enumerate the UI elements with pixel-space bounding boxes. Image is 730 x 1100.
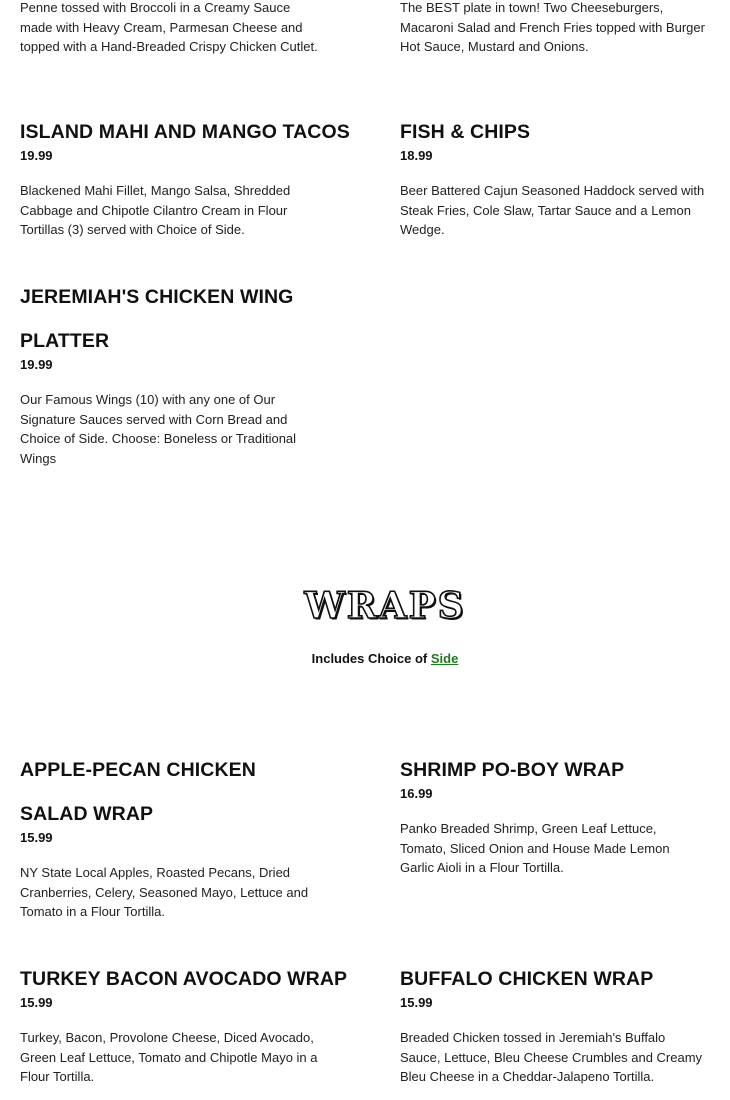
menu-item-name: ISLAND MAHI AND MANGO TACOS — [20, 121, 350, 143]
menu-item-fish-chips — [400, 110, 715, 240]
menu-item-wing-platter — [20, 275, 335, 468]
menu-item-name: SHRIMP PO-BOY WRAP — [400, 759, 625, 781]
menu-item-price: 19.99 — [20, 148, 53, 163]
item-description-fragment-right: The BEST plate in town! Two Cheeseburgers, Macaroni Salad and French Fries topped with Burger Hot Sauce, Mustard and Onions. — [400, 0, 705, 54]
menu-item-description: Breaded Chicken tossed in Jeremiah's Buffalo Sauce, Lettuce, Bleu Cheese Crumbles and Creamy Bleu Cheese in a Cheddar-Jalapeno Tortilla. — [400, 1030, 703, 1084]
section-title-wraps: WRAPS — [304, 585, 466, 627]
menu-item-name: FISH & CHIPS — [400, 121, 531, 143]
item-description-fragment-left: Penne tossed with Broccoli in a Creamy Sauce made with Heavy Cream, Parmesan Cheese and topped with a Hand-Breaded Crispy Chicken Cutlet. — [20, 0, 318, 54]
menu-item-price: 19.99 — [20, 357, 53, 372]
side-link[interactable]: Side — [430, 651, 459, 666]
menu-item-apple-pecan-wrap — [20, 748, 335, 922]
menu-item-description: Panko Breaded Shrimp, Green Leaf Lettuce, Tomato, Sliced Onion and House Made Lemon Garlic Aioli in a Flour Tortilla. — [400, 821, 670, 875]
menu-item-description: Turkey, Bacon, Provolone Cheese, Diced Avocado, Green Leaf Lettuce, Tomato and Chipotle Mayo in a Flour Tortilla. — [20, 1030, 318, 1084]
menu-item-price: 16.99 — [400, 786, 433, 801]
menu-item-shrimp-po-boy-wrap — [400, 748, 715, 878]
menu-item-name: TURKEY BACON AVOCADO WRAP — [20, 968, 348, 990]
section-note — [0, 651, 730, 666]
menu-item-name: BUFFALO CHICKEN WRAP — [400, 968, 654, 990]
menu-item-price: 15.99 — [400, 995, 433, 1010]
menu-item-price: 15.99 — [20, 995, 53, 1010]
menu-item-description: NY State Local Apples, Roasted Pecans, Dried Cranberries, Celery, Seasoned Mayo, Lettuce and Tomato in a Flour Tortilla. — [20, 865, 309, 919]
menu-item-description: Beer Battered Cajun Seasoned Haddock served with Steak Fries, Cole Slaw, Tartar Sauce and a Lemon Wedge. — [400, 183, 705, 237]
menu-item-name: JEREMIAH'S CHICKEN WING PLATTER — [20, 286, 294, 352]
section-note-text: Includes Choice of — [311, 651, 428, 666]
menu-item-price: 15.99 — [20, 830, 53, 845]
menu-item-turkey-bacon-avocado-wrap — [20, 957, 348, 1087]
menu-item-description: Our Famous Wings (10) with any one of Our Signature Sauces served with Corn Bread and Choice of Side. Choose: Boneless or Traditional Wings — [20, 392, 297, 466]
menu-item-price: 18.99 — [400, 148, 433, 163]
menu-item-description: Blackened Mahi Fillet, Mango Salsa, Shredded Cabbage and Chipotle Cilantro Cream in Flour Tortillas (3) served with Choice of Side. — [20, 183, 291, 237]
menu-item-name: APPLE-PECAN CHICKEN SALAD WRAP — [20, 759, 256, 825]
menu-item-buffalo-chicken-wrap — [400, 957, 715, 1087]
menu-item-mahi-tacos — [20, 110, 350, 240]
